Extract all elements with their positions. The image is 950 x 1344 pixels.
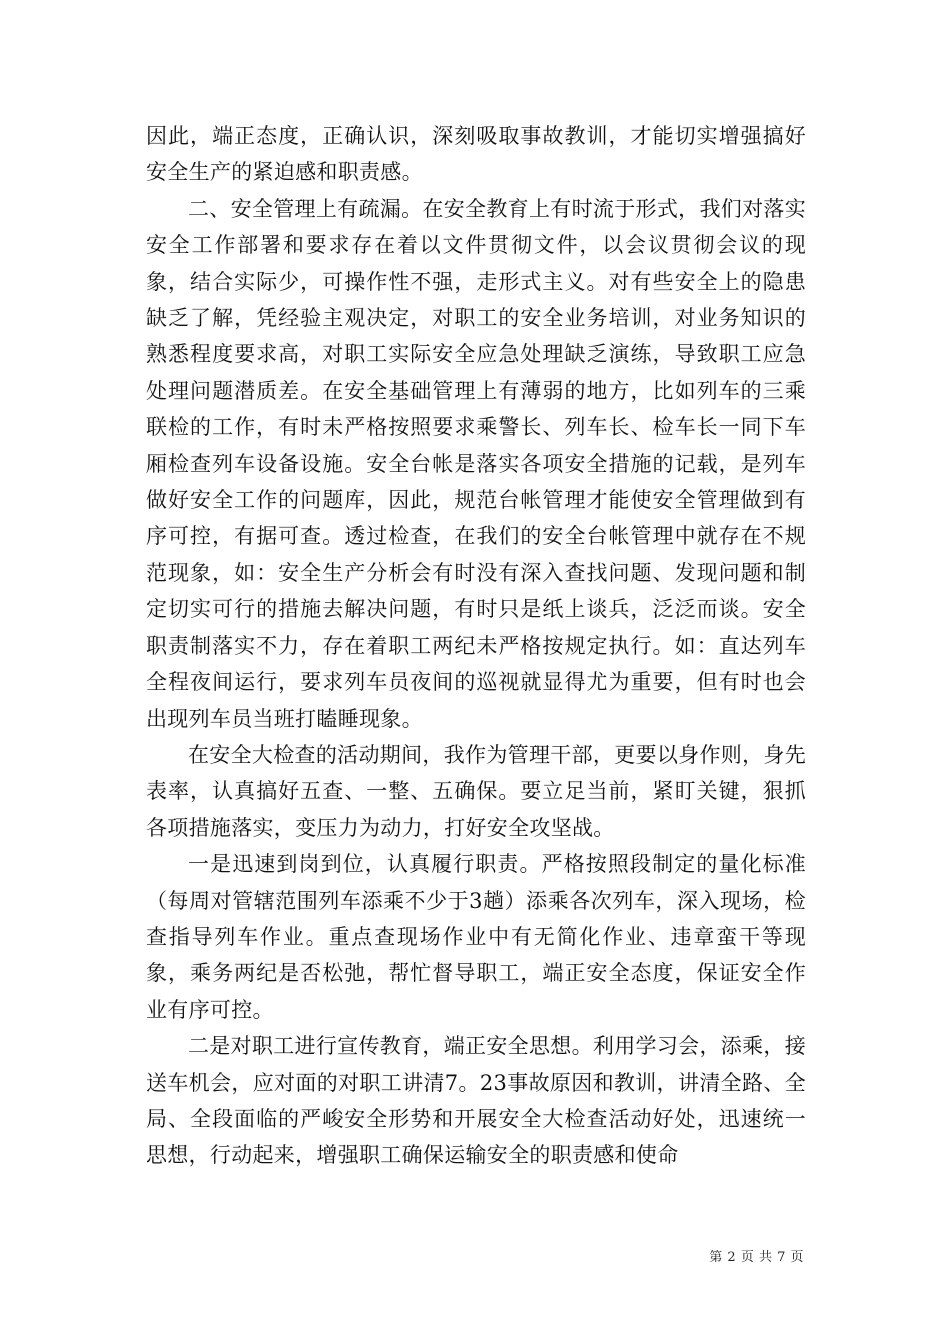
document-body xyxy=(146,118,806,1174)
paragraph-continuation: 因此，端正态度，正确认识，深刻吸取事故教训，才能切实增强搞好安全生产的紧迫感和职责感。 xyxy=(146,124,806,185)
paragraph-safety-management: 二、安全管理上有疏漏。在安全教育上有时流于形式，我们对落实安全工作部署和要求存在着以文件贯彻文件，以会议贯彻会议的现象，结合实际少，可操作性不强，走形式主义。对有些安全上的隐患缺乏了解，凭经验主观决定，对职工的安全业务培训，对业务知识的熟悉程度要求高，对职工实际安全应急处理缺乏演练，导致职工应急处理问题潜质差。在安全基础管理上有薄弱的地方，比如列车的三乘联检的工作，有时未严格按照要求乘警长、列车长、检车长一同下车厢检查列车设备设施。安全台帐是落实各项安全措施的记载，是列车做好安全工作的问题库，因此，规范台帐管理才能使安全管理做到有序可控，有据可查。透过检查，在我们的安全台帐管理中就存在不规范现象，如：安全生产分析会有时没有深入查找问题、发现问题和制定切实可行的措施去解决问题，有时只是纸上谈兵，泛泛而谈。安全职责制落实不力，存在着职工两纪未严格按规定执行。如：直达列车全程夜间运行，要求列车员夜间的巡视就显得尤为重要，但有时也会出现列车员当班打瞌睡现象。 xyxy=(146,196,806,731)
paragraph-point-two: 二是对职工进行宣传教育，端正安全思想。利用学习会，添乘，接送车机会，应对面的对职工讲清7。23事故原因和教训，讲清全路、全局、全段面临的严峻安全形势和开展安全大检查活动好处，迅速统一思想，行动起来，增强职工确保运输安全的职责感和使命 xyxy=(146,1034,806,1168)
paragraph-point-one: 一是迅速到岗到位，认真履行职责。严格按照段制定的量化标准（每周对管辖范围列车添乘不少于3趟）添乘各次列车，深入现场，检查指导列车作业。重点查现场作业中有无简化作业、违章蛮干等现象，乘务两纪是否松弛，帮忙督导职工，端正安全态度，保证安全作业有序可控。 xyxy=(146,852,806,1022)
paragraph-inspection-activity: 在安全大检查的活动期间，我作为管理干部，更要以身作则，身先表率，认真搞好五查、一整、五确保。要立足当前，紧盯关键，狠抓各项措施落实，变压力为动力，打好安全攻坚战。 xyxy=(146,742,806,840)
page-number: 第 2 页 共 7 页 xyxy=(709,1250,804,1265)
